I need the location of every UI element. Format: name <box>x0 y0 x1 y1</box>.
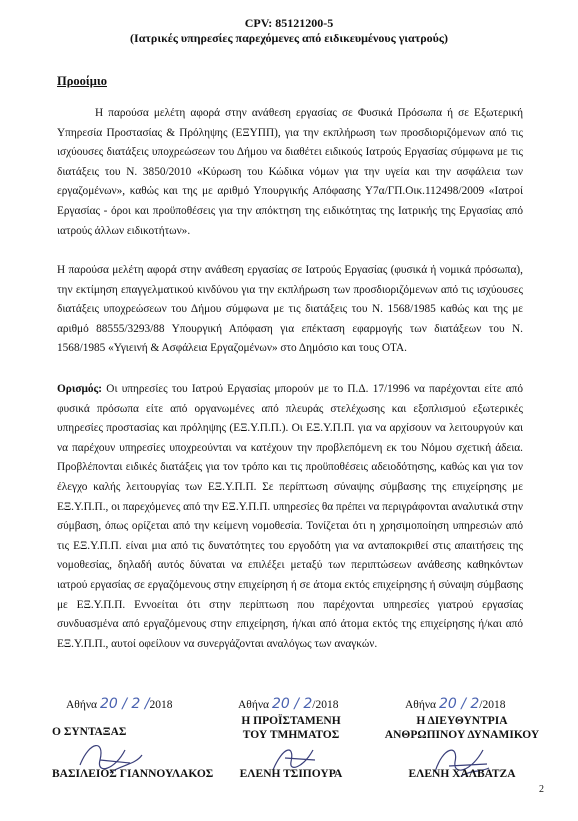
orismos-text: Οι υπηρεσίες του Ιατρού Εργασίας μπορούν με το Π.Δ. 17/1996 να παρέχονται είτε από φυσικά πρόσωπα είτε από οργανωμένες από πλευράς στελέχωσης και εξοπλισμού εξωτερικές υπηρεσίες προστασίας και πρόληψης (ΕΞ.Υ.Π.Π.). Οι ΕΞ.Υ.Π.Π. για να αρχίσουν να λειτουργούν και να παρέχουν υπηρεσίες υποχρεούνται να κατέχουν την προβλεπόμενη εκ του Νόμου σχετική άδεια. Προβλέπονται ειδικές διατάξεις για τον τρόπο και τις προϋποθέσεις αδειοδότησης, καθώς και για τον έλεγχο καλής λειτουργίας των ΕΞ.Υ.Π.Π. Σε περίπτωση σύναψης σύμβασης της επιχείρησης με ΕΞ.Υ.Π.Π., οι παρεχόμενες από την ΕΞ.Υ.Π.Π. υπηρεσίες θα πρέπει να περιγράφονται αναλυτικά στην σύμβαση, όπως ορίζεται από την κείμενη νομοθεσία. Τονίζεται ότι η χρησιμοποίηση υπηρεσιών από τις ΕΞ.Υ.Π.Π. είναι μια από τις δυνατότητες του εργοδότη για να ανταποκριθεί στις απαιτήσεις της νομοθεσίας, δηλαδή αυτός δύναται να επιλέξει μεταξύ των περιπτώσεων ανάθεσης καθηκόντων ιατρού εργασίας σε εργαζόμενους στην επιχείρηση ή σε άτομα εκτός επιχείρησης ή σύναψη σύμβασης με ΕΞ.Υ.Π.Π. Εννοείται ότι στην περίπτωση που παρέχονται υπηρεσίες γιατρού εργασίας συνδυασμένα από εργαζόμενους στην επιχείρηση, ή/και από άτομα εκτός της επιχείρησης ή/και από ΕΞ.Υ.Π.Π., αυτοί οφείλουν να συνεργάζονται αναλόγως των αναγκών. <box>57 383 523 650</box>
signature-block-director <box>372 714 552 742</box>
signer-name-director: ΕΛΕΝΗ ΧΑΛΒΑΤΖΑ <box>408 768 516 780</box>
date-line-director: Αθήνα 20 / 2/2018 <box>405 696 506 712</box>
prooimio-paragraph-1: Η παρούσα μελέτη αφορά στην ανάθεση εργασίας σε Φυσικά Πρόσωπα ή σε Εξωτερική Υπηρεσία Προστασίας & Πρόληψης (ΕΞΥΠΠ), για την εκπλήρωση των προσδιοριζόμενων από τις ισχύουσες διατάξεις υποχρεώσεων του Δήμου να διαθέτει ειδικούς Ιατρούς Εργασίας σύμφωνα με τις διατάξεις του Ν. 3850/2010 «Κύρωση του Κώδικα νόμων για την υγεία και την ασφάλεια των εργαζομένων», καθώς και της με αριθμό Υπουργικής Απόφασης Υ7α/ΓΠ.Οικ.112498/2009 «Ιατροί Εργασίας - όροι και προϋποθέσεις για την απόκτηση της ειδικότητας της Ιατρικής της Εργασίας από ιατρούς άλλων ειδικοτήτων». <box>57 107 523 237</box>
signer-title: Ο ΣΥΝΤΑΞΑΣ <box>52 726 127 738</box>
signer-title: Η ΔΙΕΥΘΥΝΤΡΙΑ <box>416 715 508 727</box>
signer-name-author: ΒΑΣΙΛΕΙΟΣ ΓΙΑΝΝΟΥΛΑΚΟΣ <box>52 768 214 780</box>
page-number: 2 <box>539 784 544 795</box>
handwritten-date: 20 / 2 <box>438 696 480 712</box>
orismos-label: Ορισμός: <box>57 383 103 395</box>
date-line-author: Αθήνα 20 / 2 /2018 <box>66 696 173 712</box>
prooimio-heading: Προοίμιο <box>57 74 107 88</box>
orismos-paragraph <box>57 380 523 654</box>
cpv-code: CPV: 85121200-5 <box>244 16 334 30</box>
signer-title: Η ΠΡΟΪΣΤΑΜΕΝΗ <box>241 715 341 727</box>
cpv-description: (Ιατρικές υπηρεσίες παρεχόμενες από ειδικευμένους γιατρούς) <box>130 31 448 45</box>
handwritten-date: 20 / 2 <box>271 696 313 712</box>
handwritten-date: 20 / 2 / <box>99 696 150 712</box>
signer-title-2: ΤΟΥ ΤΜΗΜΑΤΟΣ <box>242 729 340 741</box>
signer-name-head: ΕΛΕΝΗ ΤΣΙΠΟΥΡΑ <box>239 768 343 780</box>
date-line-head: Αθήνα 20 / 2/2018 <box>238 696 339 712</box>
prooimio-paragraph-2: Η παρούσα μελέτη αφορά στην ανάθεση εργασίας σε Ιατρούς Εργασίας (φυσικά ή νομικά πρόσωπα), την εκτίμηση επαγγελματικού κινδύνου για την εκπλήρωση των προσδιοριζόμενων από τις ισχύουσες διατάξεις υποχρεώσεων του Δήμου σύμφωνα με τις διατάξεις του Ν. 1568/1985 καθώς και της με αριθμό 88555/3293/88 Υπουργική Απόφαση για επέκταση εφαρμογής των διατάξεων του Ν. 1568/1985 «Υγιεινή & Ασφάλεια Εργαζομένων» στο Δημόσιο και τους ΟΤΑ. <box>57 264 523 355</box>
signer-title-2: ΑΝΘΡΩΠΙΝΟΥ ΔΥΝΑΜΙΚΟΥ <box>384 729 540 741</box>
